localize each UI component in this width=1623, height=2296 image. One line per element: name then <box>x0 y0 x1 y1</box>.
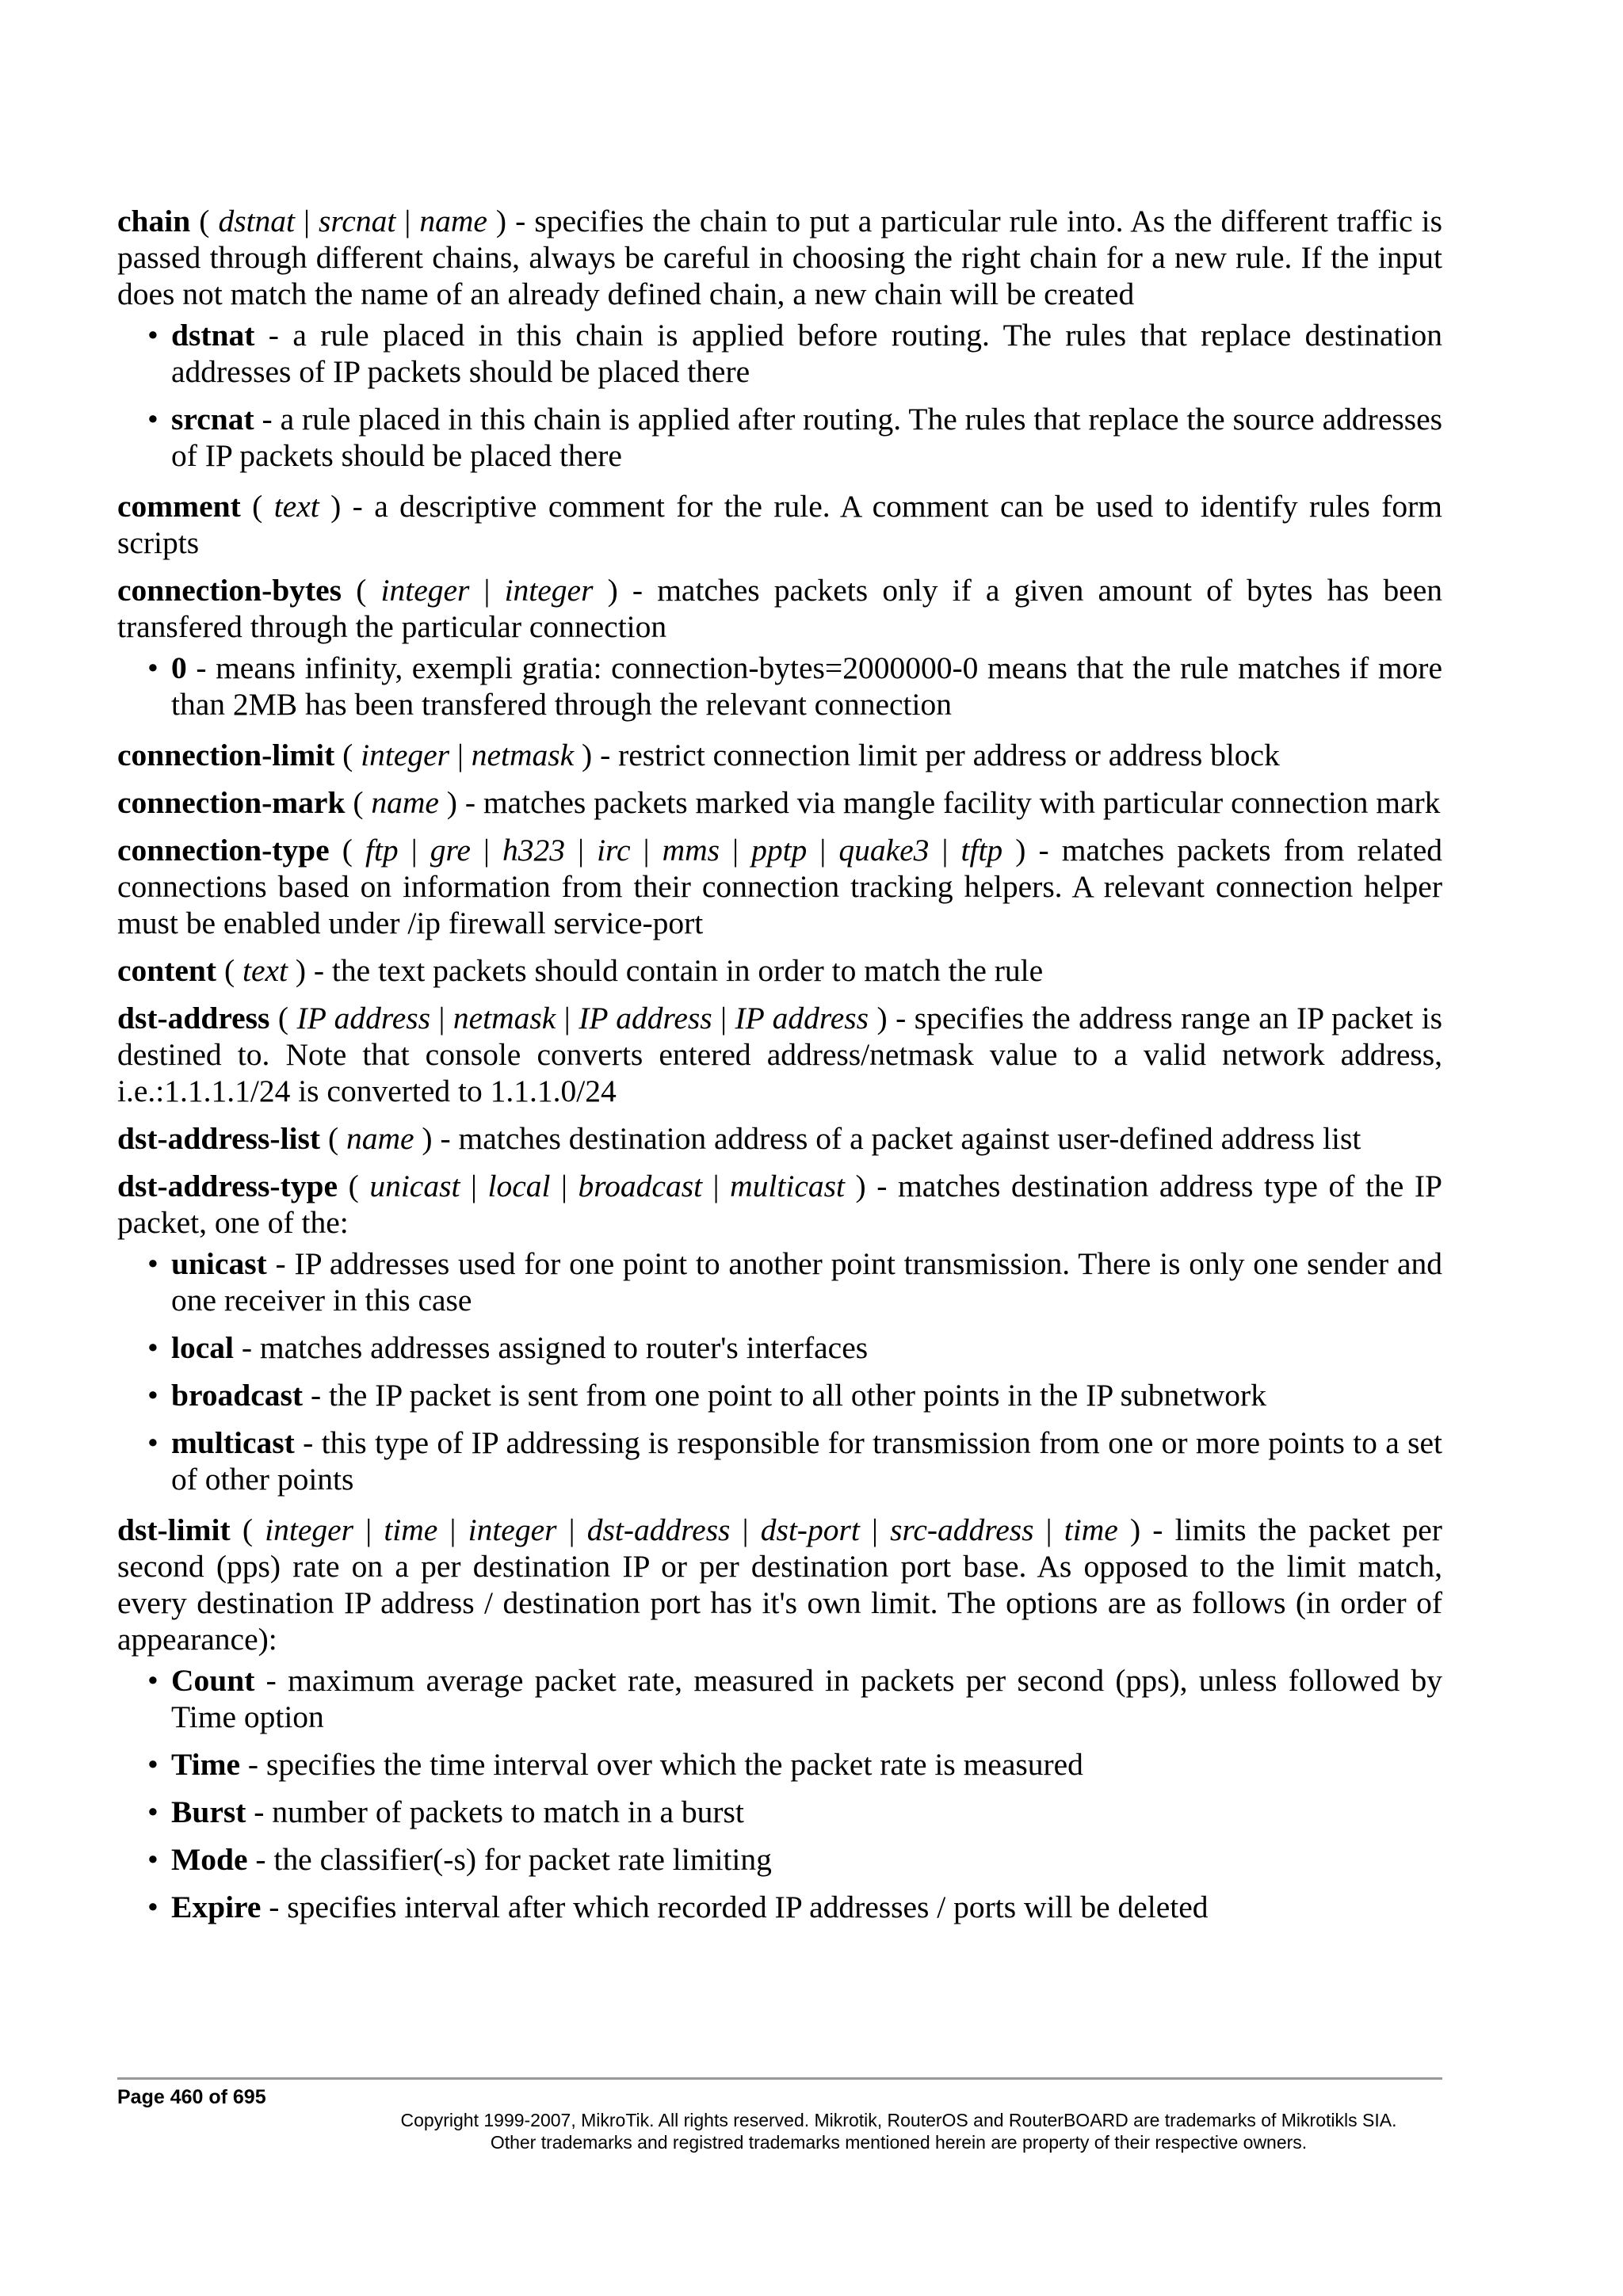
parameter-arguments: ( name ) <box>345 785 457 820</box>
parameter-argument: pptp <box>751 833 808 868</box>
parameter-argument: srcnat <box>319 204 396 238</box>
bullet-icon: • <box>147 1890 158 1924</box>
parameter-argument: ftp <box>365 833 399 868</box>
parameter-entry <box>117 1512 1442 1657</box>
parameter-arguments: ( text ) <box>240 489 342 524</box>
parameter-description: - specifies the address range an IP packet is destined to. Note that console converts entered address/netmask value to a valid network address, i.e.:1.1.1.1/24 is converted to 1.1.1.0/24 <box>117 1001 1443 1108</box>
parameter-entry <box>117 488 1442 561</box>
option-name: multicast <box>171 1425 295 1460</box>
option-list <box>117 317 1442 474</box>
parameter-argument: IP address <box>579 1001 712 1035</box>
parameter-argument: text <box>273 489 319 524</box>
option-item <box>117 1794 1442 1830</box>
parameter-entry <box>117 1168 1442 1241</box>
parameter-argument: gre <box>430 833 471 868</box>
parameter-argument: dst-port <box>760 1512 860 1547</box>
option-name: local <box>171 1330 234 1365</box>
parameter-argument: tftp <box>960 833 1003 868</box>
parameter-argument: integer <box>361 738 450 772</box>
parameter-argument: local <box>487 1169 551 1203</box>
parameter-arguments: ( integer | integer ) <box>342 573 618 608</box>
option-description: - a rule placed in this chain is applied before routing. The rules that replace destination addresses of IP packets should be placed there <box>171 318 1442 389</box>
option-name: unicast <box>171 1246 267 1281</box>
page-number: Page 460 of 695 <box>117 2086 266 2108</box>
parameter-name: comment <box>117 489 241 524</box>
parameter-argument: quake3 <box>838 833 930 868</box>
bullet-icon: • <box>147 402 158 437</box>
parameter-argument: integer <box>504 573 594 608</box>
parameter-argument: irc <box>597 833 631 868</box>
option-name: Mode <box>171 1842 248 1877</box>
parameter-argument: dst-address <box>586 1512 731 1547</box>
parameter-argument: netmask <box>453 1001 556 1035</box>
parameter-description: - matches destination address type of the IP packet, one of the: <box>117 1169 1442 1240</box>
option-description: - number of packets to match in a burst <box>246 1794 744 1829</box>
parameter-name: dst-limit <box>117 1512 231 1547</box>
option-name: dstnat <box>171 318 255 353</box>
parameter-argument: name <box>419 204 487 238</box>
copyright-notice <box>117 2109 1623 2153</box>
option-item <box>117 1425 1442 1497</box>
parameter-argument: broadcast <box>578 1169 703 1203</box>
option-list <box>117 1245 1442 1497</box>
parameter-arguments: ( dstnat | srcnat | name ) <box>190 204 507 238</box>
parameter-argument: integer <box>468 1512 557 1547</box>
document-body <box>117 203 1442 1939</box>
option-description: - IP addresses used for one point to another point transmission. There is only one sender and one receiver in this case <box>171 1246 1442 1318</box>
option-description: - the classifier(-s) for packet rate limiting <box>247 1842 772 1877</box>
copyright-line-2: Other trademarks and registred trademarks mentioned herein are property of their respective owners. <box>490 2132 1308 2153</box>
parameter-name: dst-address-list <box>117 1121 321 1156</box>
parameter-entry <box>117 784 1442 821</box>
option-item <box>117 1329 1442 1366</box>
option-item <box>117 317 1442 390</box>
parameter-argument: mms <box>662 833 720 868</box>
parameter-argument: integer <box>265 1512 354 1547</box>
option-item <box>117 1662 1442 1735</box>
parameter-description: - limits the packet per second (pps) rate on a per destination IP or per destination port base. As opposed to the limit match, every destination IP address / destination port has it's own limit. The options are as follows (in order of appearance): <box>117 1512 1442 1657</box>
parameter-arguments: ( integer | time | integer | dst-address | dst-port | src-address | time ) <box>230 1512 1141 1547</box>
option-description: - means infinity, exempli gratia: connection-bytes=2000000-0 means that the rule matches if more than 2MB has been transfered through the relevant connection <box>171 650 1442 722</box>
parameter-argument: netmask <box>471 738 575 772</box>
option-description: - specifies interval after which recorded IP addresses / ports will be deleted <box>261 1890 1209 1924</box>
bullet-icon: • <box>147 1663 158 1698</box>
parameter-entry <box>117 1000 1442 1109</box>
parameter-argument: IP address <box>735 1001 869 1035</box>
option-description: - matches addresses assigned to router's interfaces <box>233 1330 869 1365</box>
footer-divider <box>117 2077 1442 2080</box>
option-item <box>117 1889 1442 1925</box>
option-name: broadcast <box>171 1378 304 1413</box>
option-item <box>117 1746 1442 1783</box>
parameter-description: - a descriptive comment for the rule. A comment can be used to identify rules form scripts <box>117 489 1443 560</box>
bullet-icon: • <box>147 650 158 685</box>
option-description: - this type of IP addressing is responsible for transmission from one or more points to a set of other points <box>171 1425 1442 1497</box>
option-item <box>117 650 1442 723</box>
option-name: 0 <box>171 650 187 685</box>
option-name: Time <box>171 1747 241 1782</box>
option-item <box>117 401 1442 474</box>
bullet-icon: • <box>147 318 158 353</box>
parameter-argument: integer <box>380 573 470 608</box>
bullet-icon: • <box>147 1794 158 1829</box>
parameter-entry <box>117 203 1442 312</box>
parameter-entry <box>117 952 1442 989</box>
parameter-description: - restrict connection limit per address or address block <box>592 738 1280 772</box>
parameter-entry <box>117 832 1442 941</box>
option-name: srcnat <box>171 402 254 437</box>
copyright-line-1: Copyright 1999-2007, MikroTik. All rights reserved. Mikrotik, RouterOS and RouterBOARD are trademarks of Mikrotikls SIA. <box>400 2110 1397 2130</box>
parameter-argument: src-address <box>890 1512 1034 1547</box>
parameter-description: - matches packets only if a given amount of bytes has been transfered through the particular connection <box>117 573 1443 644</box>
parameter-arguments: ( unicast | local | broadcast | multicast ) <box>338 1169 866 1203</box>
parameter-argument: time <box>1064 1512 1118 1547</box>
parameter-name: dst-address <box>117 1001 270 1035</box>
option-description: - maximum average packet rate, measured in packets per second (pps), unless followed by Time option <box>171 1663 1442 1734</box>
parameter-arguments: ( IP address | netmask | IP address | IP address ) <box>269 1001 888 1035</box>
parameter-argument: name <box>371 785 439 820</box>
parameter-name: connection-limit <box>117 738 335 772</box>
parameter-argument: name <box>346 1121 414 1156</box>
option-name: Expire <box>171 1890 262 1924</box>
parameter-argument: h323 <box>502 833 566 868</box>
parameter-description: - specifies the chain to put a particular rule into. As the different traffic is passed through different chains, always be careful in choosing the right chain for a new rule. If the input does not match the name of an already defined chain, a new chain will be created <box>117 204 1442 311</box>
bullet-icon: • <box>147 1378 158 1413</box>
parameter-argument: multicast <box>730 1169 845 1203</box>
option-description: - specifies the time interval over which the packet rate is measured <box>240 1747 1083 1782</box>
parameter-entry <box>117 1120 1442 1157</box>
parameter-arguments: ( name ) <box>320 1121 433 1156</box>
parameter-description: - the text packets should contain in order to match the rule <box>306 953 1044 988</box>
bullet-icon: • <box>147 1747 158 1782</box>
option-list <box>117 1662 1442 1925</box>
parameter-description: - matches destination address of a packet against user-defined address list <box>432 1121 1361 1156</box>
option-item <box>117 1377 1442 1413</box>
parameter-name: chain <box>117 204 191 238</box>
parameter-entry <box>117 572 1442 645</box>
bullet-icon: • <box>147 1842 158 1877</box>
bullet-icon: • <box>147 1330 158 1365</box>
parameter-name: connection-type <box>117 833 330 868</box>
option-name: Count <box>171 1663 255 1698</box>
bullet-icon: • <box>147 1246 158 1281</box>
parameter-arguments: ( ftp | gre | h323 | irc | mms | pptp | quake3 | tftp ) <box>329 833 1026 868</box>
option-description: - a rule placed in this chain is applied after routing. The rules that replace the source addresses of IP packets should be placed there <box>171 402 1442 473</box>
parameter-argument: time <box>384 1512 438 1547</box>
parameter-entry <box>117 737 1442 773</box>
parameter-name: connection-mark <box>117 785 346 820</box>
parameter-arguments: ( integer | netmask ) <box>334 738 593 772</box>
parameter-argument: unicast <box>369 1169 460 1203</box>
option-item <box>117 1841 1442 1878</box>
option-description: - the IP packet is sent from one point to all other points in the IP subnetwork <box>303 1378 1266 1413</box>
parameter-name: connection-bytes <box>117 573 342 608</box>
parameter-name: content <box>117 953 217 988</box>
bullet-icon: • <box>147 1425 158 1460</box>
parameter-arguments: ( text ) <box>216 953 307 988</box>
parameter-description: - matches packets from related connections based on information from their connection tracking helpers. A relevant connection helper must be enabled under /ip firewall service-port <box>117 833 1443 940</box>
parameter-argument: dstnat <box>218 204 296 238</box>
option-list <box>117 650 1442 723</box>
parameter-argument: text <box>242 953 288 988</box>
parameter-argument: IP address <box>296 1001 431 1035</box>
option-name: Burst <box>171 1794 246 1829</box>
parameter-description: - matches packets marked via mangle facility with particular connection mark <box>456 785 1441 820</box>
option-item <box>117 1245 1442 1318</box>
parameter-name: dst-address-type <box>117 1169 338 1203</box>
